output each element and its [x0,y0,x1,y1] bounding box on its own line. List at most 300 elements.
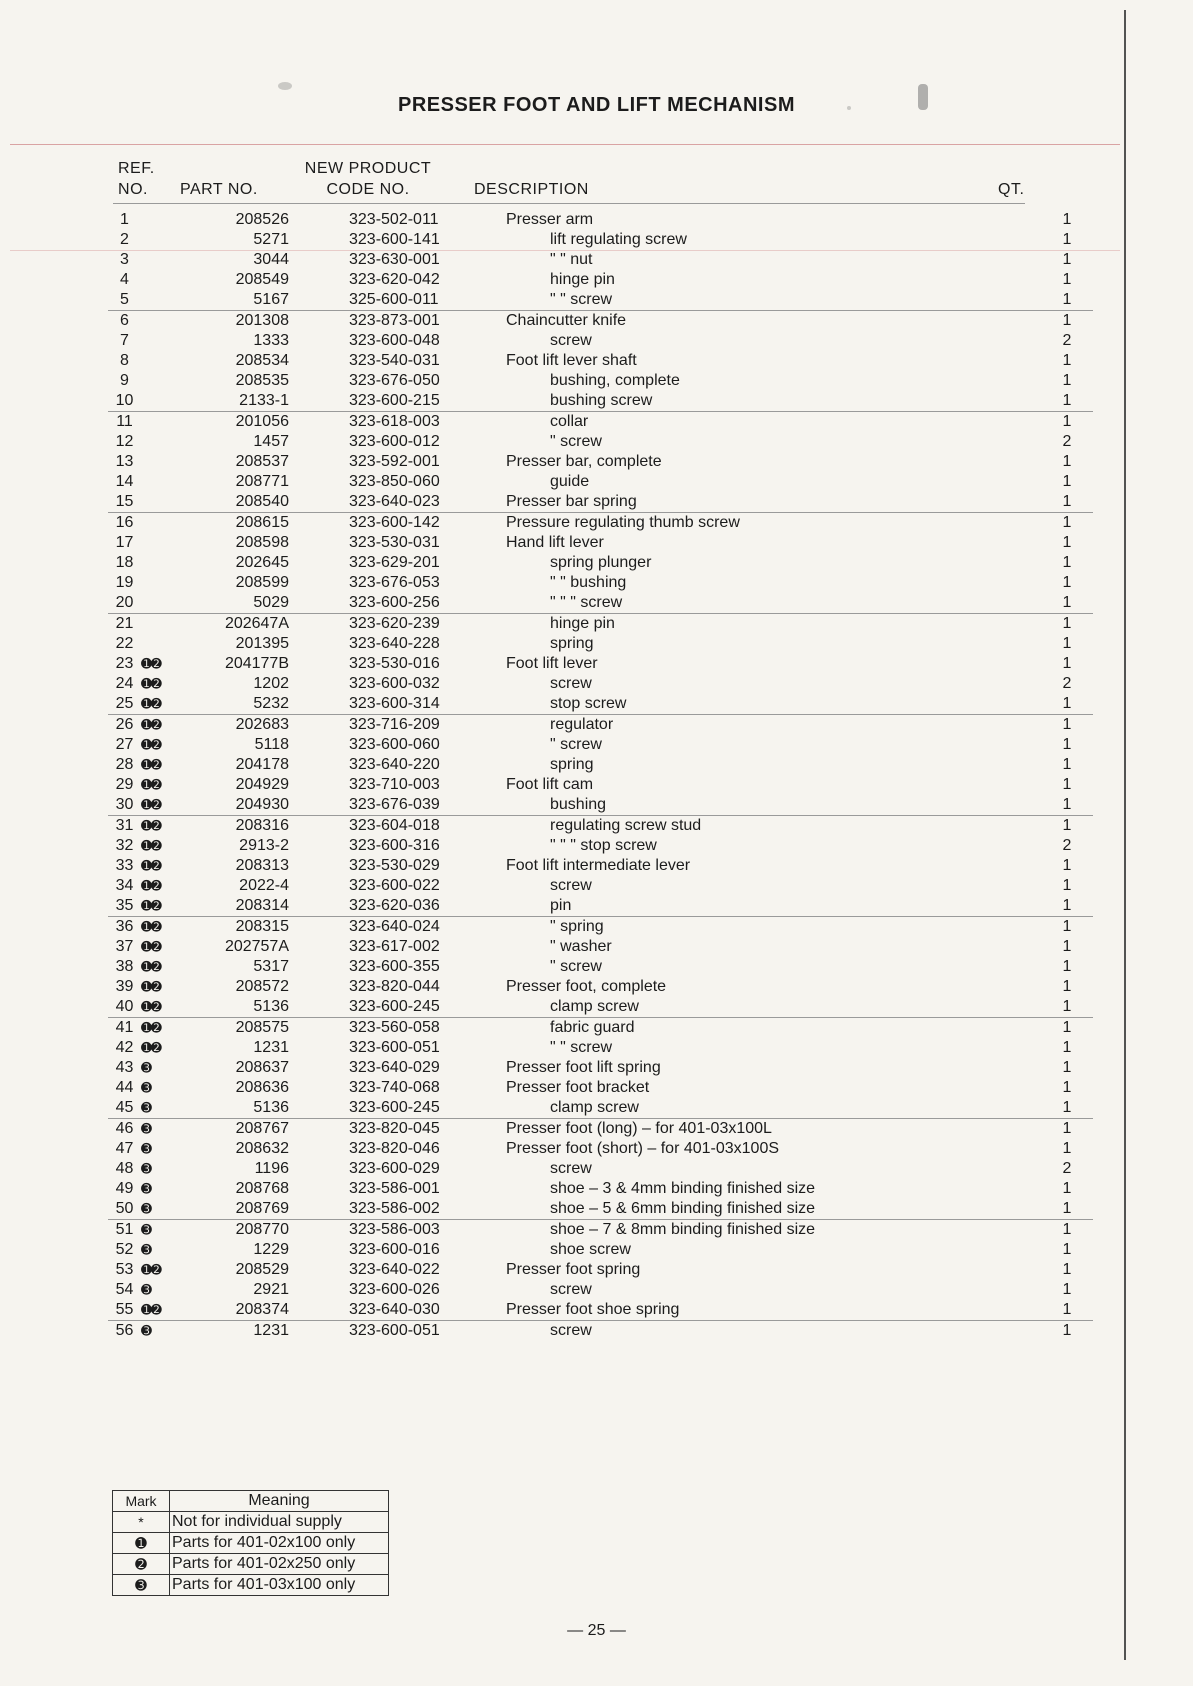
legend-head-meaning: Meaning [170,1491,389,1512]
table-row [108,1119,1093,1140]
part-number: 208767 [235,1120,289,1137]
description: Presser foot bracket [506,1079,650,1096]
ref-number: 10 [108,391,141,412]
print-smudge [278,82,292,90]
description: Foot lift intermediate lever [506,857,691,874]
supply-mark: ➊➋ [141,737,161,752]
supply-mark: ➊➋ [141,676,161,691]
table-row [108,472,1093,492]
table-row [108,270,1093,290]
table-row [108,331,1093,351]
supply-mark: ➊➋ [141,717,161,732]
ref-number: 8 [120,352,129,369]
quantity: 2 [1062,332,1072,349]
supply-mark: ➌ [141,1323,151,1338]
description: Presser foot shoe spring [506,1300,1041,1321]
table-row [108,1300,1093,1321]
quantity: 1 [1062,756,1072,773]
ref-number: 15 [108,492,141,513]
header-rule [113,203,1025,204]
product-code: 323-600-051 [349,1322,440,1339]
product-code: 323-592-001 [349,453,440,470]
ref-number: 26 [115,716,134,733]
table-row [108,593,1093,614]
legend-row [113,1533,389,1554]
part-number: 208770 [235,1221,289,1238]
part-number: 208572 [235,978,289,995]
ref-number: 36 [115,918,134,935]
quantity: 2 [1062,675,1072,692]
supply-mark: ➊➋ [141,838,161,853]
description: Chaincutter knife [506,312,627,329]
supply-mark [141,533,177,553]
legend-meaning: Parts for 401-03x100 only [170,1575,389,1596]
part-number: 208549 [235,271,289,288]
legend-mark: ➌ [113,1575,170,1596]
part-number: 208537 [235,453,289,470]
product-code: 323-620-036 [349,896,506,917]
legend-mark: * [113,1512,170,1533]
part-number: 204177B [224,655,289,672]
quantity: 1 [1062,1079,1072,1096]
table-row [108,412,1093,433]
part-number: 3044 [253,251,289,268]
product-code: 323-617-002 [349,938,440,955]
page-edge [1124,10,1126,1660]
product-code: 323-640-228 [349,635,440,652]
table-row [108,876,1093,896]
quantity: 1 [1062,1281,1072,1298]
description: hinge pin [550,271,615,288]
legend-head-mark: Mark [113,1491,170,1512]
description: " " " stop screw [550,837,657,854]
ref-number: 45 [108,1098,141,1119]
description: hinge pin [550,615,615,632]
supply-mark [141,432,177,452]
ref-number: 44 [115,1079,134,1096]
description: Presser arm [506,211,594,228]
description: screw [550,1322,592,1339]
supply-mark: ➊➋ [141,1040,161,1055]
margin-rule-top [10,144,1120,145]
part-number: 5271 [253,231,289,248]
supply-mark: ➊➋ [141,1020,161,1035]
description: regulator [550,716,614,733]
table-row [108,1159,1093,1179]
product-code: 323-618-003 [349,413,440,430]
description: spring plunger [550,554,652,571]
ref-number: 32 [115,837,134,854]
supply-mark [141,290,177,311]
quantity: 1 [1041,492,1093,513]
part-number: 204178 [235,756,289,773]
table-row [108,290,1093,311]
ref-number: 9 [120,372,129,389]
quantity: 1 [1062,978,1072,995]
product-code: 323-740-068 [349,1079,440,1096]
product-code: 323-600-245 [349,1098,506,1119]
part-number: 208599 [235,574,289,591]
part-number: 5136 [177,997,349,1018]
quantity: 1 [1062,352,1072,369]
supply-mark [141,270,177,290]
description: clamp screw [506,1098,1041,1119]
table-row [108,977,1093,997]
description: Presser foot, complete [506,978,667,995]
page-number: — 25 — [567,1622,626,1639]
table-row [108,553,1093,573]
table-row [108,371,1093,391]
part-number: 208637 [235,1059,289,1076]
product-code: 323-600-316 [349,837,440,854]
ref-number: 24 [115,675,134,692]
description: screw [550,1160,592,1177]
table-row [108,351,1093,371]
ref-number: 1 [120,211,129,228]
ref-number: 37 [115,938,134,955]
ref-number: 52 [115,1241,134,1258]
description: screw [550,1281,592,1298]
quantity: 1 [1041,795,1093,816]
quantity: 1 [1062,514,1072,531]
quantity: 1 [1062,534,1072,551]
description: pin [506,896,1041,917]
table-row [108,997,1093,1018]
table-row [108,917,1093,938]
part-number: 208769 [177,1199,349,1220]
ref-number: 41 [115,1019,134,1036]
ref-number: 27 [115,736,134,753]
quantity: 1 [1062,1120,1072,1137]
supply-mark [141,472,177,492]
quantity: 1 [1041,593,1093,614]
quantity: 1 [1062,1261,1072,1278]
part-number: 2913-2 [239,837,289,854]
supply-mark: ➊➋ [141,919,161,934]
product-code: 323-540-031 [349,352,440,369]
product-code: 323-600-048 [349,332,440,349]
product-code: 323-604-018 [349,817,440,834]
ref-number: 6 [120,312,129,329]
quantity: 1 [1062,635,1072,652]
table-row [108,715,1093,736]
quantity: 1 [1062,615,1072,632]
ref-number: 19 [115,574,134,591]
quantity: 1 [1062,1140,1072,1157]
part-number: 208314 [177,896,349,917]
part-number: 208636 [235,1079,289,1096]
description: screw [550,332,592,349]
table-row [108,896,1093,917]
quantity: 1 [1041,1098,1093,1119]
product-code: 323-600-012 [349,433,440,450]
description: screw [550,675,592,692]
product-code: 323-600-215 [349,391,506,412]
supply-mark [141,513,177,534]
product-code: 323-640-220 [349,756,440,773]
part-number: 208632 [235,1140,289,1157]
part-number: 1231 [253,1039,289,1056]
description: collar [550,413,589,430]
table-row [108,452,1093,472]
product-code: 323-640-022 [349,1261,440,1278]
table-row [108,1058,1093,1078]
supply-mark: ➌ [141,1141,151,1156]
description: stop screw [506,694,1041,715]
description: " screw [550,736,602,753]
description: " screw [550,433,602,450]
part-number: 1196 [254,1160,289,1177]
description: shoe screw [550,1241,631,1258]
quantity: 1 [1041,1199,1093,1220]
quantity: 1 [1062,776,1072,793]
ref-number: 18 [115,554,134,571]
product-code: 323-630-001 [349,251,440,268]
col-head-part: PART NO. [180,181,258,198]
quantity: 2 [1062,1160,1072,1177]
table-row [108,1321,1093,1342]
quantity: 1 [1041,1300,1093,1321]
table-row [108,573,1093,593]
quantity: 1 [1062,716,1072,733]
description: Presser foot lift spring [506,1059,661,1076]
ref-number: 4 [120,271,129,288]
description: bushing screw [506,391,1041,412]
table-row [108,856,1093,876]
product-code: 323-586-003 [349,1221,440,1238]
supply-mark [141,412,177,433]
ref-number: 25 [108,694,141,715]
ref-number: 47 [115,1140,134,1157]
part-number: 204930 [177,795,349,816]
product-code: 323-600-314 [349,694,506,715]
quantity: 1 [1041,694,1093,715]
description: fabric guard [550,1019,635,1036]
part-number: 208535 [235,372,289,389]
quantity: 1 [1062,251,1072,268]
supply-mark [141,573,177,593]
supply-mark: ➊➋ [141,878,161,893]
part-number: 202757A [224,938,289,955]
ref-number: 12 [115,433,134,450]
table-row [108,1280,1093,1300]
part-number: 5317 [253,958,289,975]
supply-mark: ➌ [141,1282,151,1297]
description: Presser foot spring [506,1261,641,1278]
part-number: 208598 [235,534,289,551]
part-number: 204929 [235,776,289,793]
description: " washer [550,938,612,955]
product-code: 323-640-030 [349,1300,506,1321]
quantity: 1 [1062,918,1072,935]
supply-mark: ➌ [141,1199,177,1220]
supply-mark: ➊➋ [141,694,177,715]
quantity: 1 [1062,1059,1072,1076]
legend-mark: ➊ [113,1533,170,1554]
ref-number: 31 [115,817,134,834]
supply-mark: ➌ [141,1098,177,1119]
product-code: 323-873-001 [349,312,440,329]
product-code: 323-676-050 [349,372,440,389]
quantity: 1 [1062,877,1072,894]
quantity: 1 [1041,290,1093,311]
col-head-description: DESCRIPTION [474,181,589,198]
description: shoe – 5 & 6mm binding finished size [506,1199,1041,1220]
description: " spring [550,918,604,935]
table-row [108,775,1093,795]
part-number: 208313 [235,857,289,874]
table-row [108,432,1093,452]
product-code: 323-676-053 [349,574,440,591]
quantity: 1 [1062,211,1072,228]
supply-mark: ➌ [141,1181,151,1196]
ref-number: 54 [115,1281,134,1298]
supply-mark: ➊➋ [141,795,177,816]
table-row [108,1240,1093,1260]
ref-number: 2 [120,231,129,248]
parts-table [108,210,1093,1341]
table-row [108,1220,1093,1241]
part-number: 2921 [253,1281,289,1298]
product-code: 323-640-029 [349,1059,440,1076]
supply-mark [141,210,177,230]
supply-mark: ➌ [141,1121,151,1136]
table-row [108,492,1093,513]
part-number: 1202 [253,675,289,692]
product-code: 323-600-032 [349,675,440,692]
product-code: 323-640-024 [349,918,440,935]
quantity: 1 [1062,1322,1072,1339]
part-number: 208315 [235,918,289,935]
legend-row [113,1554,389,1575]
product-code: 323-600-022 [349,877,440,894]
legend-row [113,1575,389,1596]
description: Pressure regulating thumb screw [506,514,740,531]
ref-number: 22 [115,635,134,652]
part-number: 2133-1 [177,391,349,412]
ref-number: 55 [108,1300,141,1321]
description: " screw [550,958,602,975]
supply-mark [141,371,177,391]
description: Presser bar spring [506,492,1041,513]
ref-number: 33 [115,857,134,874]
product-code: 323-600-141 [349,231,440,248]
description: bushing [506,795,1041,816]
product-code: 323-820-046 [349,1140,440,1157]
table-row [108,957,1093,977]
table-row [108,230,1093,250]
part-number: 202645 [235,554,289,571]
table-row [108,735,1093,755]
part-number: 5167 [177,290,349,311]
table-row [108,1018,1093,1039]
supply-mark [141,553,177,573]
description: regulating screw stud [550,817,702,834]
description: Hand lift lever [506,534,604,551]
ref-number: 17 [115,534,134,551]
description: Foot lift lever [506,655,598,672]
supply-mark: ➊➋ [141,939,161,954]
product-code: 325-600-011 [349,290,506,311]
quantity: 1 [1062,817,1072,834]
table-row [108,1139,1093,1159]
description: Presser foot (long) – for 401-03x100L [506,1120,772,1137]
product-code: 323-530-016 [349,655,440,672]
supply-mark [141,492,177,513]
product-code: 323-820-045 [349,1120,440,1137]
ref-number: 14 [115,473,134,490]
product-code: 323-676-039 [349,795,506,816]
part-number: 1229 [253,1241,289,1258]
part-number: 201056 [235,413,289,430]
table-row [108,533,1093,553]
part-number: 208615 [235,514,289,531]
supply-mark: ➌ [141,1161,151,1176]
table-row [108,250,1093,270]
description: spring [550,756,594,773]
table-row [108,311,1093,332]
ref-number: 3 [120,251,129,268]
legend-meaning: Parts for 401-02x100 only [170,1533,389,1554]
ref-number: 53 [115,1261,134,1278]
description: " " bushing [550,574,627,591]
quantity: 1 [1062,312,1072,329]
ref-number: 50 [108,1199,141,1220]
description: screw [550,877,592,894]
product-code: 323-620-239 [349,615,440,632]
part-number: 202647A [224,615,289,632]
supply-mark [141,331,177,351]
quantity: 1 [1041,391,1093,412]
ref-number: 28 [115,756,134,773]
ref-number: 5 [108,290,141,311]
supply-mark: ➌ [141,1222,151,1237]
table-row [108,634,1093,654]
quantity: 1 [1062,1241,1072,1258]
product-code: 323-716-209 [349,716,440,733]
table-row [108,654,1093,674]
part-number: 2022-4 [239,877,289,894]
product-code: 323-530-029 [349,857,440,874]
quantity: 1 [1062,271,1072,288]
product-code: 323-600-245 [349,997,506,1018]
product-code: 323-600-142 [349,514,440,531]
quantity: 1 [1062,958,1072,975]
supply-mark: ➊➋ [141,959,161,974]
supply-mark: ➊➋ [141,997,177,1018]
ref-number: 46 [115,1120,134,1137]
quantity: 1 [1062,453,1072,470]
product-code: 323-600-016 [349,1241,440,1258]
part-number: 5029 [177,593,349,614]
page-title: PRESSER FOOT AND LIFT MECHANISM [398,94,795,116]
description: " " " screw [506,593,1041,614]
table-row [108,795,1093,816]
supply-mark: ➊➋ [141,757,161,772]
supply-mark [141,391,177,412]
product-code: 323-629-201 [349,554,440,571]
product-code: 323-820-044 [349,978,440,995]
quantity: 1 [1062,736,1072,753]
product-code: 323-600-051 [349,1039,440,1056]
description: shoe – 3 & 4mm binding finished size [550,1180,816,1197]
table-row [108,1260,1093,1280]
col-head-ref: REF. NO. [118,160,155,198]
quantity: 1 [1062,231,1072,248]
supply-mark [141,230,177,250]
product-code: 323-600-355 [349,958,440,975]
supply-mark [141,311,177,332]
